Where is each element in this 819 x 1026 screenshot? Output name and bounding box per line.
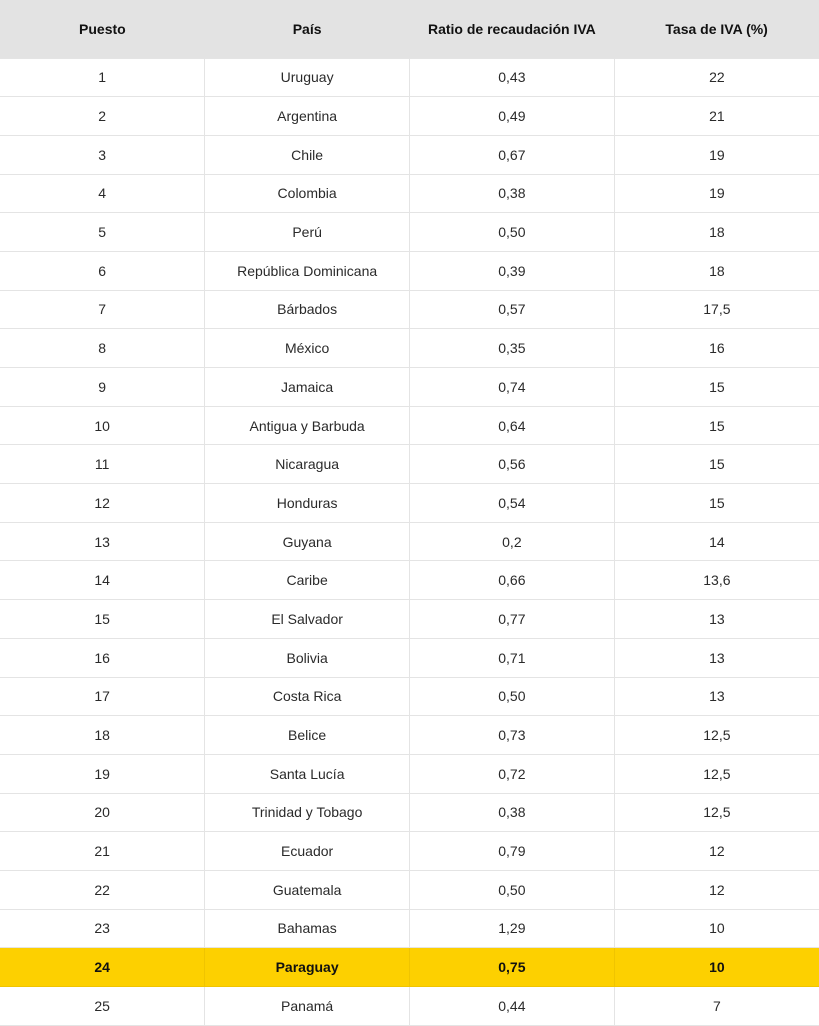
cell-vat-rate: 13 bbox=[614, 677, 819, 716]
table-row bbox=[0, 716, 819, 755]
cell-rank: 20 bbox=[0, 793, 205, 832]
table-row bbox=[0, 754, 819, 793]
cell-vat-ratio: 0,38 bbox=[410, 793, 615, 832]
table-row bbox=[0, 987, 819, 1026]
cell-vat-ratio: 0,54 bbox=[410, 484, 615, 523]
cell-rank: 10 bbox=[0, 406, 205, 445]
cell-vat-rate: 12,5 bbox=[614, 754, 819, 793]
cell-rank: 19 bbox=[0, 754, 205, 793]
cell-vat-rate: 13 bbox=[614, 638, 819, 677]
cell-country: Costa Rica bbox=[205, 677, 410, 716]
table-row bbox=[0, 329, 819, 368]
cell-vat-ratio: 0,43 bbox=[410, 58, 615, 97]
cell-vat-ratio: 0,57 bbox=[410, 290, 615, 329]
cell-rank: 8 bbox=[0, 329, 205, 368]
cell-rank: 24 bbox=[0, 948, 205, 987]
cell-country: Uruguay bbox=[205, 58, 410, 97]
cell-vat-ratio: 0,2 bbox=[410, 522, 615, 561]
cell-vat-ratio: 0,74 bbox=[410, 368, 615, 407]
cell-vat-ratio: 0,49 bbox=[410, 97, 615, 136]
cell-vat-rate: 12,5 bbox=[614, 793, 819, 832]
cell-vat-rate: 22 bbox=[614, 58, 819, 97]
cell-vat-rate: 19 bbox=[614, 174, 819, 213]
cell-country: Panamá bbox=[205, 987, 410, 1026]
cell-rank: 6 bbox=[0, 251, 205, 290]
cell-country: Bahamas bbox=[205, 909, 410, 948]
cell-rank: 21 bbox=[0, 832, 205, 871]
cell-country: Guyana bbox=[205, 522, 410, 561]
cell-rank: 12 bbox=[0, 484, 205, 523]
cell-country: Bárbados bbox=[205, 290, 410, 329]
cell-rank: 15 bbox=[0, 600, 205, 639]
cell-vat-rate: 10 bbox=[614, 948, 819, 987]
cell-vat-rate: 15 bbox=[614, 406, 819, 445]
header-country: País bbox=[292, 20, 322, 37]
cell-vat-ratio: 0,67 bbox=[410, 135, 615, 174]
cell-vat-ratio: 1,29 bbox=[410, 909, 615, 948]
table-row bbox=[0, 97, 819, 136]
cell-vat-rate: 15 bbox=[614, 368, 819, 407]
cell-vat-ratio: 0,66 bbox=[410, 561, 615, 600]
table-row bbox=[0, 522, 819, 561]
cell-rank: 17 bbox=[0, 677, 205, 716]
cell-vat-ratio: 0,72 bbox=[410, 754, 615, 793]
table-row bbox=[0, 832, 819, 871]
cell-vat-rate: 15 bbox=[614, 484, 819, 523]
table-row bbox=[0, 368, 819, 407]
cell-country: Ecuador bbox=[205, 832, 410, 871]
cell-vat-ratio: 0,77 bbox=[410, 600, 615, 639]
cell-rank: 18 bbox=[0, 716, 205, 755]
cell-vat-rate: 12 bbox=[614, 870, 819, 909]
header-vat-ratio: Ratio de recaudación IVA bbox=[427, 20, 596, 37]
cell-vat-ratio: 0,50 bbox=[410, 213, 615, 252]
table-row bbox=[0, 909, 819, 948]
table-row bbox=[0, 677, 819, 716]
table-row bbox=[0, 638, 819, 677]
cell-vat-ratio: 0,35 bbox=[410, 329, 615, 368]
cell-rank: 3 bbox=[0, 135, 205, 174]
cell-rank: 13 bbox=[0, 522, 205, 561]
table-row bbox=[0, 290, 819, 329]
cell-vat-ratio: 0,79 bbox=[410, 832, 615, 871]
table-row bbox=[0, 174, 819, 213]
cell-vat-rate: 21 bbox=[614, 97, 819, 136]
table-row bbox=[0, 406, 819, 445]
cell-country: Paraguay bbox=[205, 948, 410, 987]
cell-vat-rate: 14 bbox=[614, 522, 819, 561]
cell-country: Trinidad y Tobago bbox=[205, 793, 410, 832]
cell-rank: 1 bbox=[0, 58, 205, 97]
cell-vat-ratio: 0,50 bbox=[410, 870, 615, 909]
cell-rank: 5 bbox=[0, 213, 205, 252]
cell-vat-ratio: 0,73 bbox=[410, 716, 615, 755]
cell-vat-ratio: 0,71 bbox=[410, 638, 615, 677]
cell-rank: 2 bbox=[0, 97, 205, 136]
cell-vat-ratio: 0,64 bbox=[410, 406, 615, 445]
table-row bbox=[0, 251, 819, 290]
table-row bbox=[0, 600, 819, 639]
cell-rank: 22 bbox=[0, 870, 205, 909]
cell-country: Caribe bbox=[205, 561, 410, 600]
cell-country: El Salvador bbox=[205, 600, 410, 639]
cell-vat-rate: 10 bbox=[614, 909, 819, 948]
cell-vat-rate: 13,6 bbox=[614, 561, 819, 600]
cell-country: Santa Lucía bbox=[205, 754, 410, 793]
table-row-highlighted bbox=[0, 948, 819, 987]
cell-vat-rate: 18 bbox=[614, 251, 819, 290]
header-vat-rate: Tasa de IVA (%) bbox=[665, 20, 768, 37]
cell-country: Colombia bbox=[205, 174, 410, 213]
cell-country: Jamaica bbox=[205, 368, 410, 407]
cell-vat-ratio: 0,75 bbox=[410, 948, 615, 987]
cell-country: México bbox=[205, 329, 410, 368]
cell-country: Perú bbox=[205, 213, 410, 252]
cell-vat-rate: 7 bbox=[614, 987, 819, 1026]
cell-country: Guatemala bbox=[205, 870, 410, 909]
table-row bbox=[0, 213, 819, 252]
cell-rank: 11 bbox=[0, 445, 205, 484]
cell-rank: 4 bbox=[0, 174, 205, 213]
cell-rank: 9 bbox=[0, 368, 205, 407]
cell-vat-rate: 18 bbox=[614, 213, 819, 252]
table-header bbox=[0, 0, 819, 58]
table-row bbox=[0, 561, 819, 600]
cell-vat-rate: 15 bbox=[614, 445, 819, 484]
cell-country: Antigua y Barbuda bbox=[205, 406, 410, 445]
cell-vat-ratio: 0,50 bbox=[410, 677, 615, 716]
cell-country: República Dominicana bbox=[205, 251, 410, 290]
cell-vat-ratio: 0,39 bbox=[410, 251, 615, 290]
cell-vat-rate: 17,5 bbox=[614, 290, 819, 329]
cell-country: Belice bbox=[205, 716, 410, 755]
cell-country: Bolivia bbox=[205, 638, 410, 677]
cell-vat-rate: 19 bbox=[614, 135, 819, 174]
table-row bbox=[0, 445, 819, 484]
header-row bbox=[0, 0, 819, 58]
table-row bbox=[0, 135, 819, 174]
cell-vat-rate: 12 bbox=[614, 832, 819, 871]
cell-vat-ratio: 0,56 bbox=[410, 445, 615, 484]
cell-country: Argentina bbox=[205, 97, 410, 136]
cell-vat-rate: 12,5 bbox=[614, 716, 819, 755]
cell-country: Honduras bbox=[205, 484, 410, 523]
table-body bbox=[0, 58, 819, 1025]
cell-rank: 16 bbox=[0, 638, 205, 677]
cell-rank: 23 bbox=[0, 909, 205, 948]
cell-vat-ratio: 0,38 bbox=[410, 174, 615, 213]
table-row bbox=[0, 58, 819, 97]
cell-vat-rate: 13 bbox=[614, 600, 819, 639]
cell-country: Chile bbox=[205, 135, 410, 174]
cell-vat-rate: 16 bbox=[614, 329, 819, 368]
cell-country: Nicaragua bbox=[205, 445, 410, 484]
table-row bbox=[0, 484, 819, 523]
cell-rank: 25 bbox=[0, 987, 205, 1026]
table-row bbox=[0, 793, 819, 832]
cell-rank: 7 bbox=[0, 290, 205, 329]
cell-rank: 14 bbox=[0, 561, 205, 600]
cell-vat-ratio: 0,44 bbox=[410, 987, 615, 1026]
header-rank: Puesto bbox=[79, 20, 126, 37]
table-row bbox=[0, 870, 819, 909]
